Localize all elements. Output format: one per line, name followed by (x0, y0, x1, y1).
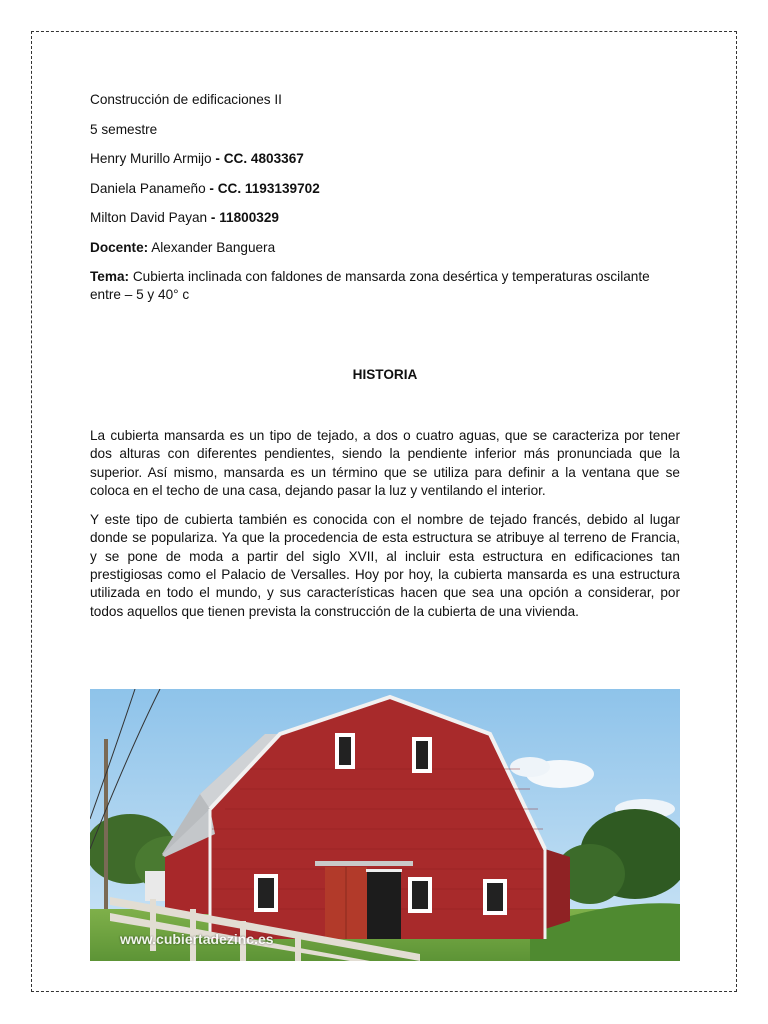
teacher-label: Docente: (90, 239, 149, 255)
student-line (90, 180, 680, 198)
barn-photo (90, 689, 680, 961)
topic-text: Cubierta inclinada con faldones de mansarda zona desértica y temperaturas oscilante entre – 5 y 40° c (90, 269, 650, 302)
section-title: HISTORIA (352, 367, 418, 382)
paragraph: Y este tipo de cubierta también es conocida con el nombre de tejado francés, debido al lugar donde se populariza. Ya que la procedencia de esta estructura se atribuye al terreno de Francia, y se pone de moda a partir del siglo XVII, al incluir esta estructura en edificaciones tan prestigiosas como el Palacio de Versalles. Hoy por hoy, la cubierta mansarda es una estructura utilizada en todo el mundo, y sus características hacen que sea una opción a considerar, por todos aquellos que tienen prevista la construcción de la cubierta de una vivienda. (90, 512, 680, 619)
student-line (90, 150, 680, 168)
document-body (90, 91, 680, 632)
teacher-line (90, 239, 680, 257)
student-id: - CC. 1193139702 (209, 180, 320, 196)
image-watermark: www.cubiertadezinc.es (120, 931, 274, 947)
student-name: Henry Murillo Armijo (90, 151, 212, 166)
semester-line: 5 semestre (90, 121, 158, 137)
teacher-name: Alexander Banguera (151, 239, 276, 255)
student-name: Daniela Panameño (90, 180, 206, 196)
student-id: - CC. 4803367 (215, 151, 304, 166)
topic-label: Tema: (90, 269, 130, 284)
student-name: Milton David Payan (90, 210, 208, 225)
student-line (90, 209, 680, 227)
course-line: Construcción de edificaciones II (90, 92, 282, 107)
topic-line (90, 268, 680, 304)
student-id: - 11800329 (210, 210, 279, 225)
paragraph: La cubierta mansarda es un tipo de tejado, a dos o cuatro aguas, que se caracteriza por tener dos alturas con diferentes pendientes, siendo la pendiente inferior más pronunciada que la superior. Así mismo, mansarda es un término que se utiliza para definir a la ventana que se coloca en el techo de una casa, dejando pasar la luz y ventilando el interior. (90, 428, 680, 498)
barn-illustration (90, 689, 680, 961)
